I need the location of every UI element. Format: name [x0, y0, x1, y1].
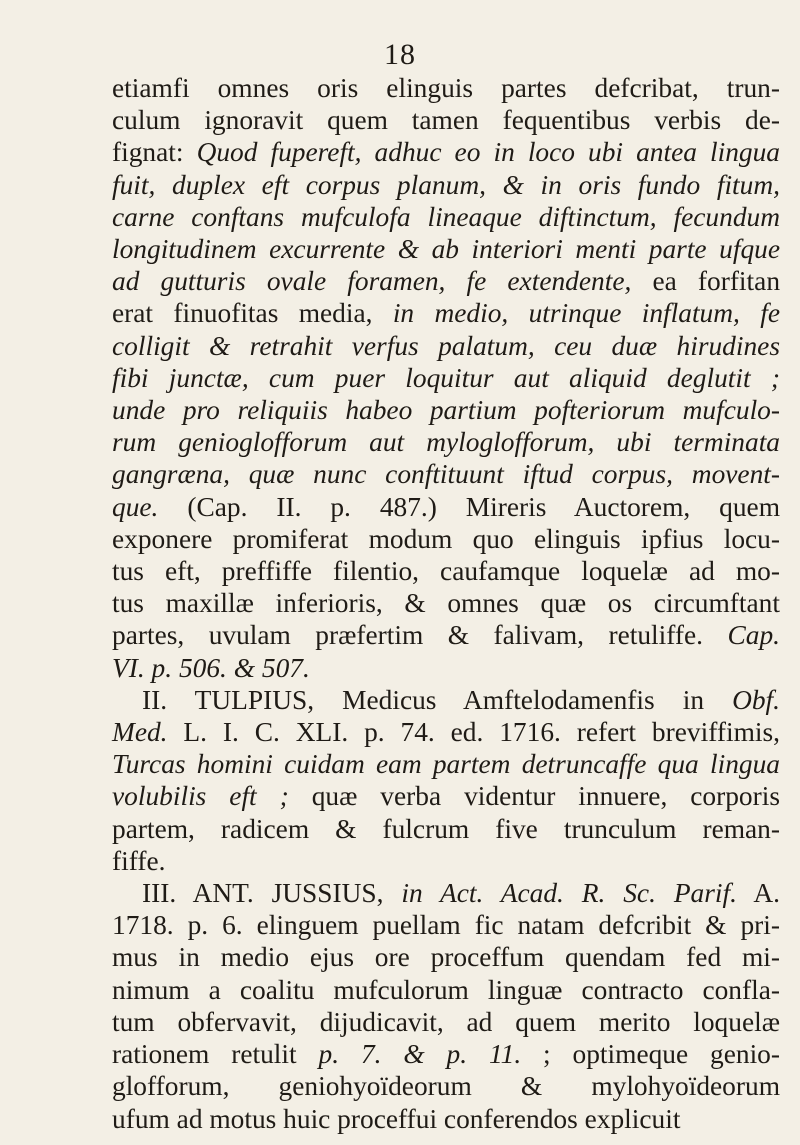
- text-run: fignat:: [112, 137, 197, 168]
- text-line: [112, 555, 780, 587]
- text-line: [112, 813, 780, 845]
- text-line: [112, 72, 780, 104]
- text-line: [112, 1070, 780, 1102]
- text-line: [112, 941, 780, 973]
- text-line: [112, 684, 780, 716]
- text-line: [112, 619, 780, 651]
- text-run: quæ verba videntur innuere, corporis: [288, 781, 780, 812]
- italic-text: unde pro reliquiis habeo partium pofteriorum mufculo-: [112, 395, 780, 426]
- italic-text: Quod fupereft, adhuc eo in loco ubi antea lingua: [196, 137, 780, 168]
- text-run: exponere promiferat modum quo elinguis ipfius locu-: [112, 523, 780, 554]
- text-run: ; optimeque genio-: [521, 1039, 781, 1070]
- text-line: [112, 491, 780, 523]
- text-line: [112, 201, 780, 233]
- italic-text: in Act. Acad. R. Sc. Parif.: [401, 878, 737, 909]
- text-line: [112, 523, 780, 555]
- italic-text: fibi junctæ, cum puer loquitur aut aliquid deglutit ;: [112, 362, 780, 393]
- text-run: (Cap. II. p. 487.) Mireris Auctorem, quem: [158, 491, 780, 522]
- text-run: rationem retulit: [112, 1039, 319, 1070]
- text-run: mus in medio ejus ore proceffum quendam fed mi-: [112, 942, 780, 973]
- text-line: [112, 330, 780, 362]
- text-line: [112, 265, 780, 297]
- text-line: [112, 1038, 780, 1070]
- text-run: culum ignoravit quem tamen fequentibus verbis de-: [112, 105, 780, 136]
- text-run: II. TULPIUS, Medicus Amftelodamenfis in: [142, 684, 733, 715]
- text-line: [112, 877, 780, 909]
- text-line: [112, 716, 780, 748]
- italic-text: Med.: [112, 717, 168, 748]
- italic-text: Obf.: [732, 684, 780, 715]
- text-line: [112, 362, 780, 394]
- italic-text: que.: [112, 491, 159, 522]
- text-line: [112, 169, 780, 201]
- text-line: [112, 136, 780, 168]
- text-run: ufum ad motus huic proceffui conferendos explicuit: [112, 1103, 681, 1134]
- text-run: partem, radicem & fulcrum five trunculum reman-: [112, 813, 780, 844]
- italic-text: in medio, utrinque inflatum, fe: [392, 298, 780, 329]
- text-run: fiffe.: [112, 845, 166, 876]
- text-line: [112, 1006, 780, 1038]
- text-run: 1718. p. 6. elinguem puellam fic natam defcribit & pri-: [112, 910, 780, 941]
- text-line: [112, 1103, 780, 1135]
- italic-text: Cap.: [727, 620, 780, 651]
- italic-text: p. 7. & p. 11.: [318, 1039, 522, 1070]
- text-line: [112, 652, 780, 684]
- text-line: [112, 426, 780, 458]
- text-run: partes, uvulam præfertim & falivam, retuliffe.: [112, 620, 728, 651]
- italic-text: gangræna, quæ nunc conftituunt iftud corpus, movent-: [112, 459, 780, 490]
- italic-text: rum genioglofforum aut myloglofforum, ubi terminata: [112, 427, 780, 458]
- italic-text: Turcas homini cuidam eam partem detruncaffe qua lingua: [112, 749, 780, 780]
- italic-text: fuit, duplex eft corpus planum, & in oris fundo fitum,: [112, 169, 780, 200]
- body-text: [112, 72, 780, 1135]
- italic-text: carne conftans mufculofa lineaque diftinctum, fecundum: [112, 201, 780, 232]
- text-line: [112, 974, 780, 1006]
- text-line: [112, 104, 780, 136]
- text-line: [112, 748, 780, 780]
- text-run: tum obfervavit, dijudicavit, ad quem merito loquelæ: [112, 1006, 780, 1037]
- italic-text: volubilis eft ;: [112, 781, 289, 812]
- text-line: [112, 458, 780, 490]
- text-run: ea forfitan: [652, 266, 781, 297]
- text-run: nimum a coalitu mufculorum linguæ contracto confla-: [112, 974, 780, 1005]
- text-run: tus eft, preffiffe filentio, caufamque loquelæ ad mo-: [112, 556, 780, 587]
- text-line: [112, 909, 780, 941]
- text-line: [112, 587, 780, 619]
- italic-text: ad gutturis ovale foramen, fe extendente,: [112, 266, 653, 297]
- text-run: erat finuofitas media,: [112, 298, 393, 329]
- text-run: III. ANT. JUSSIUS,: [142, 878, 402, 909]
- text-run: etiamfi omnes oris elinguis partes defcribat, trun-: [112, 73, 780, 103]
- page-number: 18: [384, 38, 416, 71]
- text-run: glofforum, geniohyoïdeorum & mylohyoïdeorum: [112, 1071, 780, 1102]
- text-run: A.: [736, 878, 780, 909]
- italic-text: VI. p. 506. & 507.: [112, 652, 310, 683]
- italic-text: colligit & retrahit verfus palatum, ceu duæ hirudines: [112, 330, 780, 361]
- text-run: L. I. C. XLI. p. 74. ed. 1716. refert breviffimis,: [167, 717, 780, 748]
- text-run: tus maxillæ inferioris, & omnes quæ os circumftant: [112, 588, 780, 619]
- italic-text: longitudinem excurrente & ab interiori menti parte ufque: [112, 234, 780, 265]
- text-line: [112, 845, 780, 877]
- text-line: [112, 233, 780, 265]
- text-line: [112, 297, 780, 329]
- text-line: [112, 780, 780, 812]
- text-line: [112, 394, 780, 426]
